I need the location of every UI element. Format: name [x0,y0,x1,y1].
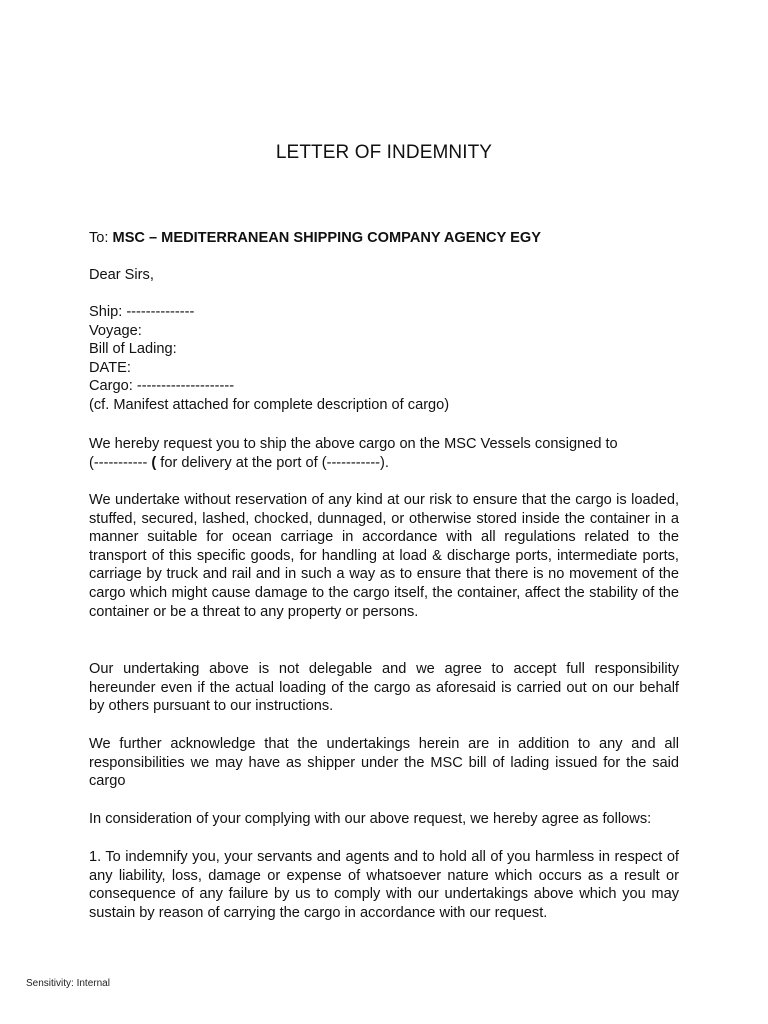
request-bold-paren: ( [151,454,157,471]
request-paragraph [89,435,679,472]
indemnity-item-1 [89,848,679,922]
field-cargo: Cargo: -------------------- [89,378,235,395]
request-port-text: for delivery at the port of (-----------). [156,454,389,471]
undertaking-paragraph [89,491,679,621]
addressee-name: MSC – MEDITERRANEAN SHIPPING COMPANY AGENCY EGY [112,230,541,246]
not-delegable-text: Our undertaking above is not delegable and we agree to accept full responsibility hereunder even if the actual loading of the cargo as aforesaid is carried out on our behalf by others pursuant to our instructions. [89,661,679,715]
field-voyage: Voyage: [89,322,142,339]
greeting: Dear Sirs, [89,267,154,283]
request-line-2 [89,454,679,473]
addressee-line [89,229,679,248]
acknowledge-text: We further acknowledge that the undertakings herein are in addition to any and all responsibilities we may have as shipper under the MSC bill of lading issued for the said cargo [89,736,679,790]
not-delegable-paragraph [89,660,679,716]
addressee-prefix: To: [89,230,113,246]
sensitivity-label: Sensitivity: Internal [26,978,110,989]
undertaking-text: We undertake without reservation of any kind at our risk to ensure that the cargo is loaded, stuffed, secured, lashed, chocked, dunnaged, or otherwise stored inside the container in a manner suitable for ocean carriage in accordance with all regulations related to the transport of this specific goods, for handling at load & discharge ports, intermediate ports, carriage by truck and rail and in such a way as to ensure that there is no movement of the cargo which might cause damage to the cargo itself, the container, affect the stability of the container or be a threat to any property or persons. [89,492,679,620]
indemnity-item-1-text: 1. To indemnify you, your servants and agents and to hold all of you harmless in respect of any liability, loss, damage or expense of whatsoever nature which occurs as a result or consequence of any failure by us to comply with our undertakings above which you may sustain by reason of carrying the cargo in accordance with our request. [89,849,679,921]
request-line-1: We hereby request you to ship the above cargo on the MSC Vessels consigned to [89,436,618,452]
shipment-fields [89,303,679,415]
field-date: DATE: [89,359,131,376]
field-ship: Ship: -------------- [89,304,195,320]
document-title: LETTER OF INDEMNITY [275,142,493,163]
consideration-paragraph: In consideration of your complying with our above request, we hereby agree as follows: [89,811,652,827]
acknowledge-paragraph [89,735,679,791]
field-manifest-note: (cf. Manifest attached for complete description of cargo) [89,396,450,413]
request-consignee-placeholder: (----------- [89,454,152,471]
field-bill-of-lading: Bill of Lading: [89,341,177,358]
